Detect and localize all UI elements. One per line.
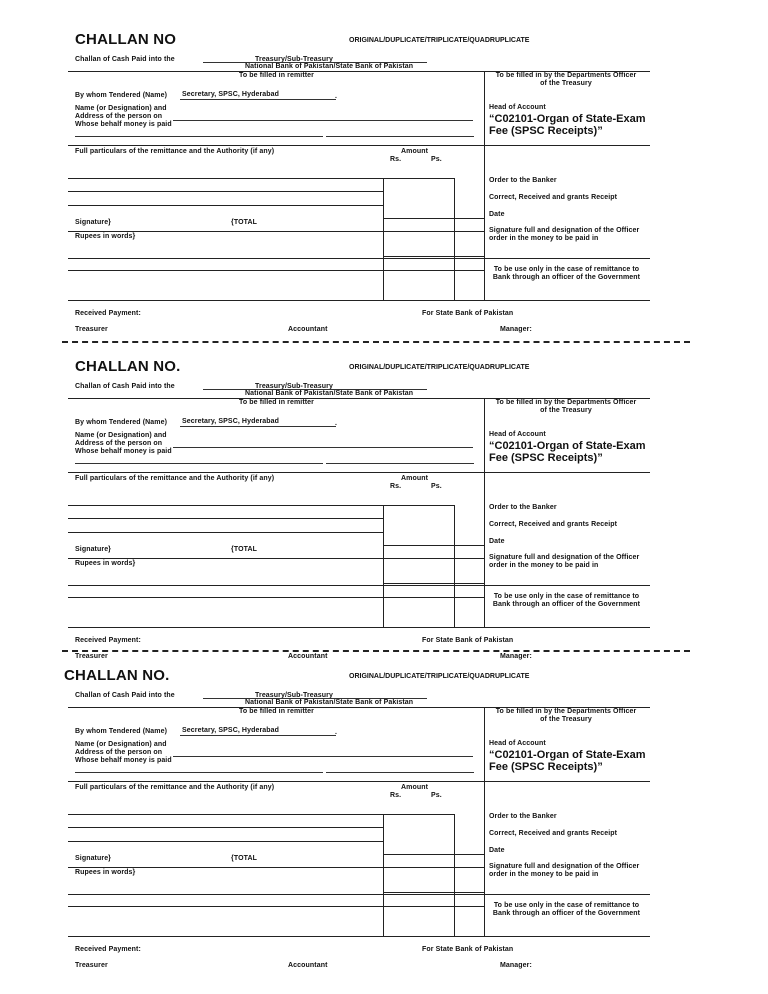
tendered-by-end: .: [335, 420, 338, 427]
treasury-underline[interactable]: [203, 62, 427, 63]
treasurer-label: Treasurer: [75, 326, 108, 333]
date-label: Date: [489, 211, 505, 218]
head-of-account-value: “C02101-Organ of State-Exam: [489, 440, 646, 452]
particulars-label: Full particulars of the remittance and the Authority (if any): [75, 148, 275, 155]
officer-signature-label-2: order in the money to be paid in: [489, 562, 599, 569]
head-of-account-label: Head of Account: [489, 740, 546, 747]
for-state-bank-label: For State Bank of Pakistan: [422, 637, 514, 644]
words-line[interactable]: [68, 597, 484, 598]
accountant-label: Accountant: [288, 653, 328, 660]
form-rule: [68, 627, 650, 628]
particulars-line[interactable]: [68, 178, 454, 179]
column-divider: [454, 178, 455, 300]
treasurer-label: Treasurer: [75, 962, 108, 969]
challan-title: CHALLAN NO.: [64, 667, 170, 684]
cut-line: [62, 341, 690, 343]
signature-label: Signature}: [75, 219, 112, 226]
bank-label: National Bank of Pakistan/State Bank of Pakistan: [245, 699, 414, 706]
particulars-label: Full particulars of the remittance and the Authority (if any): [75, 475, 275, 482]
rupees-column-label: Rs.: [390, 156, 402, 163]
address-label: Address of the person on: [75, 440, 163, 447]
challan-title: CHALLAN NO: [75, 31, 177, 48]
correct-received-label: Correct, Received and grants Receipt: [489, 521, 618, 528]
manager-label: Manager:: [500, 653, 532, 660]
column-divider: [484, 71, 485, 300]
words-line[interactable]: [68, 894, 650, 895]
name-designation-label: Name (or Designation) and: [75, 432, 167, 439]
form-rule: [68, 300, 650, 301]
cut-line: [62, 650, 690, 652]
use-only-label: To be use only in the case of remittance to: [493, 593, 640, 600]
head-of-account-value: “C02101-Organ of State-Exam: [489, 113, 646, 125]
copy-designation: ORIGINAL/DUPLICATE/TRIPLICATE/QUADRUPLICATE: [349, 364, 530, 371]
cash-paid-into-label: Challan of Cash Paid into the: [75, 692, 175, 699]
dept-officer-label-2: of the Treasury: [540, 80, 592, 87]
signature-label: Signature}: [75, 855, 112, 862]
use-only-label-2: Bank through an officer of the Government: [492, 601, 641, 608]
treasury-label: Treasury/Sub-Treasury: [255, 692, 333, 699]
paisa-column-label: Ps.: [431, 792, 442, 799]
particulars-line[interactable]: [68, 205, 383, 206]
column-divider: [383, 814, 384, 936]
use-only-label: To be use only in the case of remittance to: [493, 266, 640, 273]
bank-label: National Bank of Pakistan/State Bank of Pakistan: [245, 63, 414, 70]
officer-signature-label-2: order in the money to be paid in: [489, 235, 599, 242]
address-field-line-2[interactable]: [326, 463, 474, 464]
total-label: {TOTAL: [231, 546, 258, 553]
particulars-line[interactable]: [68, 518, 383, 519]
name-field-line[interactable]: [173, 447, 473, 448]
address-field-line-2[interactable]: [326, 136, 474, 137]
treasury-underline[interactable]: [203, 389, 427, 390]
name-designation-label: Name (or Designation) and: [75, 105, 167, 112]
head-of-account-label: Head of Account: [489, 104, 546, 111]
manager-label: Manager:: [500, 962, 532, 969]
address-field-line[interactable]: [75, 463, 323, 464]
order-to-banker-label: Order to the Banker: [489, 177, 557, 184]
words-line[interactable]: [68, 585, 650, 586]
order-to-banker-label: Order to the Banker: [489, 504, 557, 511]
treasury-label: Treasury/Sub-Treasury: [255, 56, 333, 63]
name-field-line[interactable]: [173, 120, 473, 121]
address-field-line-2[interactable]: [326, 772, 474, 773]
amount-row-line[interactable]: [383, 583, 484, 584]
column-divider: [454, 814, 455, 936]
amount-label: Amount: [401, 784, 429, 791]
column-divider: [383, 178, 384, 300]
cash-paid-into-label: Challan of Cash Paid into the: [75, 56, 175, 63]
particulars-line[interactable]: [68, 827, 383, 828]
particulars-label: Full particulars of the remittance and the Authority (if any): [75, 784, 275, 791]
treasury-label: Treasury/Sub-Treasury: [255, 383, 333, 390]
cash-paid-into-label: Challan of Cash Paid into the: [75, 383, 175, 390]
form-rule: [68, 781, 650, 782]
received-payment-label: Received Payment:: [75, 946, 141, 953]
dept-officer-label: To be filled in by the Departments Officer: [495, 72, 637, 79]
behalf-label: Whose behalf money is paid: [75, 757, 172, 764]
paisa-column-label: Ps.: [431, 156, 442, 163]
address-field-line[interactable]: [75, 772, 323, 773]
tendered-by-label: By whom Tendered (Name): [75, 419, 168, 426]
tendered-by-value: Secretary, SPSC, Hyderabad: [182, 91, 280, 98]
tendered-by-end: .: [335, 729, 338, 736]
date-label: Date: [489, 538, 505, 545]
amount-row-line[interactable]: [383, 545, 484, 546]
treasury-underline[interactable]: [203, 698, 427, 699]
behalf-label: Whose behalf money is paid: [75, 121, 172, 128]
date-label: Date: [489, 847, 505, 854]
amount-row-line[interactable]: [383, 218, 484, 219]
head-of-account-value: “C02101-Organ of State-Exam: [489, 749, 646, 761]
accountant-label: Accountant: [288, 326, 328, 333]
copy-designation: ORIGINAL/DUPLICATE/TRIPLICATE/QUADRUPLICATE: [349, 673, 530, 680]
copy-designation: ORIGINAL/DUPLICATE/TRIPLICATE/QUADRUPLICATE: [349, 37, 530, 44]
form-rule: [68, 936, 650, 937]
name-field-line[interactable]: [173, 756, 473, 757]
remitter-label: To be filled in remitter: [239, 72, 315, 79]
order-to-banker-label: Order to the Banker: [489, 813, 557, 820]
rupees-column-label: Rs.: [390, 483, 402, 490]
head-of-account-value-2: Fee (SPSC Receipts)”: [489, 761, 603, 773]
head-of-account-value-2: Fee (SPSC Receipts)”: [489, 452, 603, 464]
head-of-account-value-2: Fee (SPSC Receipts)”: [489, 125, 603, 137]
rupees-in-words-label: Rupees in words}: [75, 233, 136, 240]
address-label: Address of the person on: [75, 749, 163, 756]
rupees-in-words-label: Rupees in words}: [75, 560, 136, 567]
head-of-account-label: Head of Account: [489, 431, 546, 438]
received-payment-label: Received Payment:: [75, 310, 141, 317]
use-only-label: To be use only in the case of remittance to: [493, 902, 640, 909]
remitter-label: To be filled in remitter: [239, 399, 315, 406]
paisa-column-label: Ps.: [431, 483, 442, 490]
column-divider: [484, 707, 485, 936]
amount-label: Amount: [401, 148, 429, 155]
form-rule: [68, 472, 650, 473]
amount-row-line[interactable]: [383, 256, 484, 257]
form-rule: [68, 707, 650, 708]
total-label: {TOTAL: [231, 855, 258, 862]
bank-label: National Bank of Pakistan/State Bank of Pakistan: [245, 390, 414, 397]
challan-title: CHALLAN NO.: [75, 358, 181, 375]
received-payment-label: Received Payment:: [75, 637, 141, 644]
tendered-by-label: By whom Tendered (Name): [75, 728, 168, 735]
use-only-label-2: Bank through an officer of the Government: [492, 910, 641, 917]
rupees-column-label: Rs.: [390, 792, 402, 799]
total-line[interactable]: [68, 867, 484, 868]
signature-label: Signature}: [75, 546, 112, 553]
rupees-in-words-label: Rupees in words}: [75, 869, 136, 876]
column-divider: [383, 505, 384, 627]
tendered-by-value: Secretary, SPSC, Hyderabad: [182, 418, 280, 425]
remitter-label: To be filled in remitter: [239, 708, 315, 715]
for-state-bank-label: For State Bank of Pakistan: [422, 310, 514, 317]
tendered-underline[interactable]: [180, 99, 336, 100]
officer-signature-label: Signature full and designation of the Officer: [489, 863, 640, 870]
form-rule: [68, 71, 650, 72]
dept-officer-label: To be filled in by the Departments Officer: [495, 399, 637, 406]
dept-officer-label: To be filled in by the Departments Officer: [495, 708, 637, 715]
particulars-line[interactable]: [68, 532, 383, 533]
tendered-by-end: .: [335, 93, 338, 100]
tendered-by-value: Secretary, SPSC, Hyderabad: [182, 727, 280, 734]
for-state-bank-label: For State Bank of Pakistan: [422, 946, 514, 953]
particulars-line[interactable]: [68, 814, 454, 815]
particulars-line[interactable]: [68, 505, 454, 506]
use-only-label-2: Bank through an officer of the Government: [492, 274, 641, 281]
words-line[interactable]: [68, 906, 484, 907]
address-field-line[interactable]: [75, 136, 323, 137]
address-label: Address of the person on: [75, 113, 163, 120]
particulars-line[interactable]: [68, 191, 383, 192]
total-label: {TOTAL: [231, 219, 258, 226]
officer-signature-label-2: order in the money to be paid in: [489, 871, 599, 878]
words-line[interactable]: [68, 258, 650, 259]
manager-label: Manager:: [500, 326, 532, 333]
officer-signature-label: Signature full and designation of the Officer: [489, 227, 640, 234]
correct-received-label: Correct, Received and grants Receipt: [489, 194, 618, 201]
amount-row-line[interactable]: [383, 854, 484, 855]
amount-label: Amount: [401, 475, 429, 482]
tendered-by-label: By whom Tendered (Name): [75, 92, 168, 99]
amount-row-line[interactable]: [383, 892, 484, 893]
column-divider: [484, 398, 485, 627]
words-line[interactable]: [68, 270, 484, 271]
officer-signature-label: Signature full and designation of the Officer: [489, 554, 640, 561]
column-divider: [454, 505, 455, 627]
dept-officer-label-2: of the Treasury: [540, 407, 592, 414]
total-line[interactable]: [68, 558, 484, 559]
name-designation-label: Name (or Designation) and: [75, 741, 167, 748]
treasurer-label: Treasurer: [75, 653, 108, 660]
form-rule: [68, 398, 650, 399]
particulars-line[interactable]: [68, 841, 383, 842]
behalf-label: Whose behalf money is paid: [75, 448, 172, 455]
tendered-underline[interactable]: [180, 735, 336, 736]
total-line[interactable]: [68, 231, 484, 232]
correct-received-label: Correct, Received and grants Receipt: [489, 830, 618, 837]
accountant-label: Accountant: [288, 962, 328, 969]
dept-officer-label-2: of the Treasury: [540, 716, 592, 723]
tendered-underline[interactable]: [180, 426, 336, 427]
form-rule: [68, 145, 650, 146]
